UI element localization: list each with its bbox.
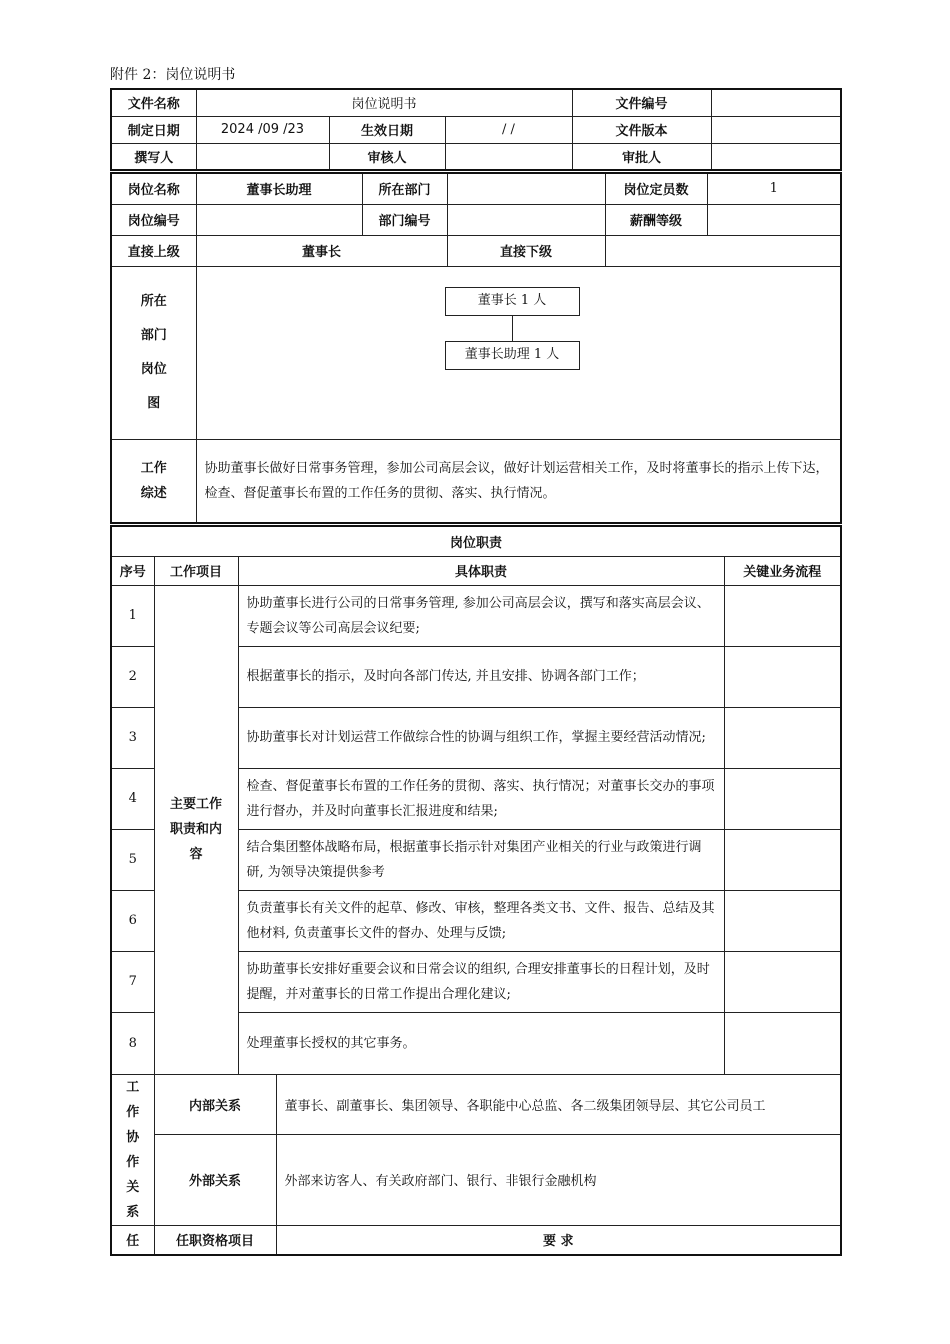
file-no-value: [711, 89, 841, 116]
file-name-label: 文件名称: [111, 89, 196, 116]
relations-label: 工 作 协 作 关 系: [111, 1074, 154, 1225]
dept-code-value: [447, 204, 605, 235]
superior-label: 直接上级: [111, 235, 196, 266]
headcount-value: 1: [707, 173, 841, 204]
dept-code-label: 部门编号: [362, 204, 447, 235]
duty-text: 协助董事长安排好重要会议和日常会议的组织, 合理安排董事长的日程计划，及时提醒，并对董事长的日常工作提出合理化建议;: [238, 951, 724, 1012]
duty-text: 检查、督促董事长布置的工作任务的贯彻、落实、执行情况；对董事长交办的事项进行督办，并及时向董事长汇报进度和结果;: [238, 768, 724, 829]
position-code-label: 岗位编号: [111, 204, 196, 235]
duty-process: [724, 829, 841, 890]
duty-process: [724, 951, 841, 1012]
subordinate-value: [605, 235, 841, 266]
dept-label: 所在部门: [362, 173, 447, 204]
header-process: 关键业务流程: [724, 556, 841, 585]
reviewer-value: [445, 143, 572, 170]
duties-table: [110, 525, 842, 1256]
requirements-header: 要 求: [276, 1225, 841, 1255]
duties-title: 岗位职责: [111, 526, 841, 556]
duty-process: [724, 1012, 841, 1074]
effective-date-label: 生效日期: [329, 116, 445, 143]
position-name-label: 岗位名称: [111, 173, 196, 204]
version-label: 文件版本: [572, 116, 711, 143]
document-control-table: [110, 88, 842, 171]
duty-text: 处理董事长授权的其它事务。: [238, 1012, 724, 1074]
dept-value: [447, 173, 605, 204]
position-name-value: 董事长助理: [196, 173, 362, 204]
duty-process: [724, 585, 841, 646]
header-detail: 具体职责: [238, 556, 724, 585]
header-item: 工作项目: [154, 556, 238, 585]
effective-date-value: / /: [445, 116, 572, 143]
reviewer-label: 审核人: [329, 143, 445, 170]
position-code-value: [196, 204, 362, 235]
duty-text: 根据董事长的指示，及时向各部门传达, 并且安排、协调各部门工作；: [238, 646, 724, 707]
row-no: 4: [111, 768, 154, 829]
org-chart-label: 所在 部门 岗位 图: [111, 266, 196, 439]
external-relations-label: 外部关系: [154, 1134, 276, 1225]
duty-process: [724, 890, 841, 951]
org-box-assistant: 董事长助理 1 人: [445, 341, 580, 370]
made-date-value: 2024 /09 /23: [196, 116, 329, 143]
salary-label: 薪酬等级: [605, 204, 707, 235]
writer-label: 撰写人: [111, 143, 196, 170]
row-no: 1: [111, 585, 154, 646]
position-info-table: [110, 172, 842, 524]
summary-label: 工作 综述: [111, 439, 196, 523]
duty-text: 结合集团整体战略布局，根据董事长指示针对集团产业相关的行业与政策进行调研, 为领导决策提供参考: [238, 829, 724, 890]
writer-value: [196, 143, 329, 170]
qualification-label: 任: [111, 1225, 154, 1255]
summary-text: 协助董事长做好日常事务管理，参加公司高层会议，做好计划运营相关工作，及时将董事长的指示上传下达，检查、督促董事长布置的工作任务的贯彻、落实、执行情况。: [196, 439, 841, 523]
duty-text: 协助董事长对计划运营工作做综合性的协调与组织工作，掌握主要经营活动情况;: [238, 707, 724, 768]
headcount-label: 岗位定员数: [605, 173, 707, 204]
internal-relations-text: 董事长、副董事长、集团领导、各职能中心总监、各二级集团领导层、其它公司员工: [276, 1074, 841, 1134]
duty-process: [724, 646, 841, 707]
salary-value: [707, 204, 841, 235]
version-value: [711, 116, 841, 143]
row-no: 3: [111, 707, 154, 768]
org-chart-area: [196, 266, 841, 439]
qualification-items-header: 任职资格项目: [154, 1225, 276, 1255]
main-duties-label: 主要工作 职责和内 容: [154, 585, 238, 1074]
internal-relations-label: 内部关系: [154, 1074, 276, 1134]
row-no: 6: [111, 890, 154, 951]
org-connector-line: [512, 316, 514, 341]
row-no: 8: [111, 1012, 154, 1074]
duty-process: [724, 707, 841, 768]
row-no: 2: [111, 646, 154, 707]
row-no: 5: [111, 829, 154, 890]
header-no: 序号: [111, 556, 154, 585]
duty-process: [724, 768, 841, 829]
duty-text: 协助董事长进行公司的日常事务管理, 参加公司高层会议，撰写和落实高层会议、专题会议等公司高层会议纪要;: [238, 585, 724, 646]
superior-value: 董事长: [196, 235, 447, 266]
subordinate-label: 直接下级: [447, 235, 605, 266]
made-date-label: 制定日期: [111, 116, 196, 143]
org-box-chairman: 董事长 1 人: [445, 287, 580, 316]
duty-text: 负责董事长有关文件的起草、修改、审核，整理各类文书、文件、报告、总结及其他材料, 负责董事长文件的督办、处理与反馈;: [238, 890, 724, 951]
attachment-caption: 附件 2：岗位说明书: [110, 67, 236, 83]
approver-label: 审批人: [572, 143, 711, 170]
file-no-label: 文件编号: [572, 89, 711, 116]
row-no: 7: [111, 951, 154, 1012]
approver-value: [711, 143, 841, 170]
external-relations-text: 外部来访客人、有关政府部门、银行、非银行金融机构: [276, 1134, 841, 1225]
file-name-value: 岗位说明书: [196, 89, 572, 116]
